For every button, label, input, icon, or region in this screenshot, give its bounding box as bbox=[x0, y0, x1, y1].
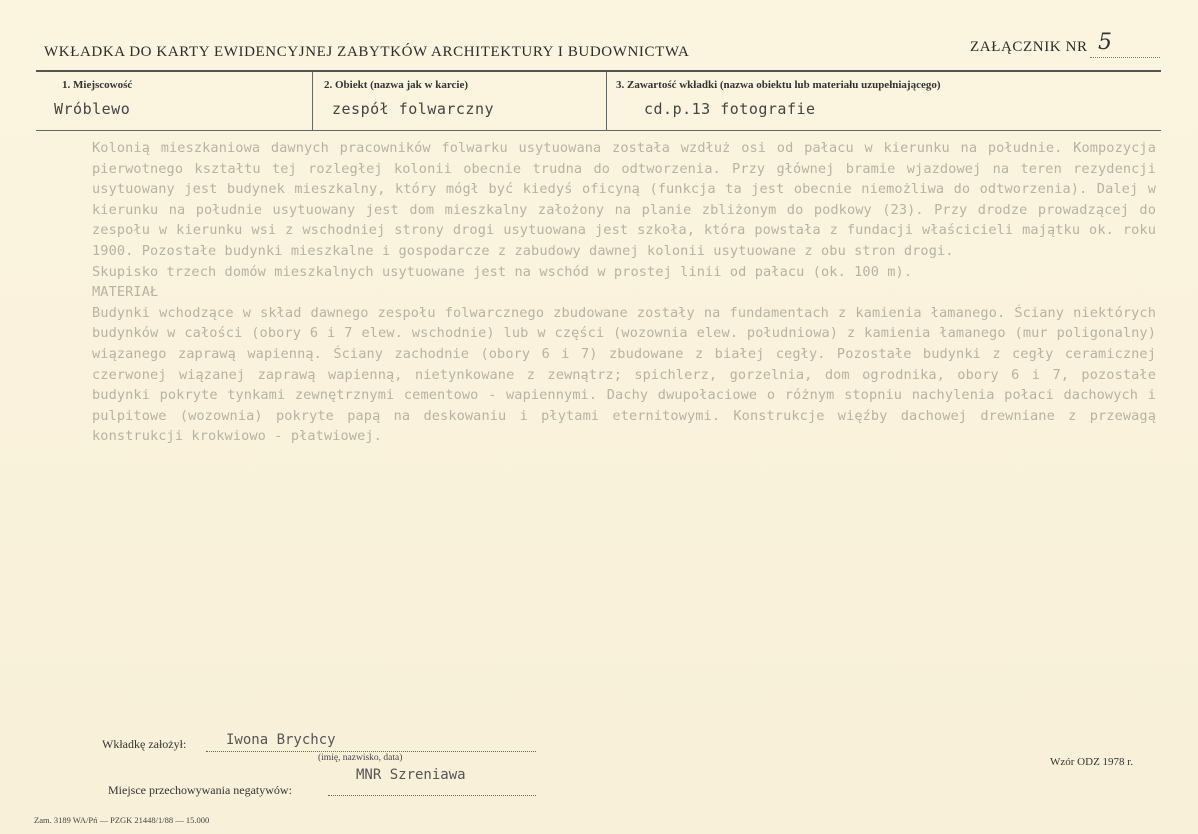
section-heading-material: MATERIAŁ bbox=[92, 284, 159, 301]
column-divider-1 bbox=[312, 72, 313, 130]
author-hint: (imię, nazwisko, data) bbox=[318, 753, 403, 763]
description-text bbox=[92, 138, 1156, 447]
attachment-number: 5 bbox=[1098, 30, 1112, 55]
form-title: WKŁADKA DO KARTY EWIDENCYJNEJ ZABYTKÓW ARCHITEKTURY I BUDOWNICTWA bbox=[44, 44, 690, 60]
header-top-rule bbox=[36, 70, 1161, 72]
header-bottom-rule bbox=[36, 130, 1161, 131]
print-info: Zam. 3189 WA/Pń — PZGK 21448/1/88 — 15.000 bbox=[34, 815, 210, 825]
form-pattern-id: Wzór ODZ 1978 r. bbox=[1050, 756, 1134, 768]
paragraph-houses: Skupisko trzech domów mieszkalnych usytuowane jest na wschód w prostej linii od pałacu (ok. 100 m). bbox=[92, 263, 913, 280]
locality-value: Wróblewo bbox=[54, 100, 131, 118]
content-label: 3. Zawartość wkładki (nazwa obiektu lub materiału uzupełniającego) bbox=[616, 79, 941, 91]
negatives-label: Miejsce przechowywania negatywów: bbox=[108, 783, 292, 797]
author-dotted-line bbox=[206, 751, 536, 752]
content-value: cd.p.13 fotografie bbox=[644, 100, 816, 118]
paragraph-colony: Kolonią mieszkaniowa dawnych pracowników folwarku usytuowana została wzdłuż osi od pałacu w kierunku na południe. Kompozycja pierwotnego kształtu tej rozległej kolonii obecnie trudna do odtworzenia. Przy głównej bramie wjazdowej na teren rezydencji usytuowany jest budynek mieszkalny, który mógł być kiedyś oficyną (funkcja ta jest obecnie niemożliwa do odtworzenia). Dalej w kierunku na południe usytuowany jest dom mieszkalny założony na planie zbliżonym do podkowy (23). Przy drodze prowadzącej do zespołu w kierunku wsi z wschodniej strony drogi usytuowana jest szkoła, która powstała z fundacji właścicieli majątku ok. roku 1900. Pozostałe budynki mieszkalne i gospodarcze z zabudowy dawnej kolonii usytuowane z obu stron drogi. bbox=[92, 140, 1156, 259]
author-value: Iwona Brychcy bbox=[226, 732, 336, 748]
negatives-dotted-line bbox=[328, 795, 536, 796]
object-value: zespół folwarczny bbox=[332, 100, 495, 118]
object-label: 2. Obiekt (nazwa jak w karcie) bbox=[324, 79, 469, 91]
column-divider-2 bbox=[606, 72, 607, 130]
negatives-value: MNR Szreniawa bbox=[356, 767, 466, 783]
locality-label: 1. Miejscowość bbox=[62, 79, 133, 91]
attachment-label: ZAŁĄCZNIK NR bbox=[970, 39, 1088, 55]
author-label: Wkładkę założył: bbox=[102, 737, 187, 751]
paragraph-material: Budynki wchodzące w skład dawnego zespołu folwarcznego zbudowane zostały na fundamentach z kamienia łamanego. Ściany niektórych budynków w całości (obory 6 i 7 elew. wschodnie) lub w części (wozownia elew. południowa) z kamienia łamanego (mur poligonalny) wiązanego zaprawą wapienną. Ściany zachodnie (obory 6 i 7) zbudowane z białej cegły. Pozostałe budynki z cegły ceramicznej czerwonej wiązanej zaprawą wapienną, nietynkowane z zewnątrz; spichlerz, gorzelnia, dom ogrodnika, obory 6 i 7, pozostałe budynki pokryte tynkami zewnętrznymi cementowo - wapiennymi. Dachy dwupołaciowe o różnym stopniu nachylenia połaci dachowych i pulpitowe (wozownia) pokryte papą na deskowaniu i płytami eternitowymi. Konstrukcje więźby dachowej drewniane z przewagą konstrukcji krokwiowo - płatwiowej. bbox=[92, 304, 1156, 445]
attachment-number-line bbox=[1090, 57, 1160, 58]
